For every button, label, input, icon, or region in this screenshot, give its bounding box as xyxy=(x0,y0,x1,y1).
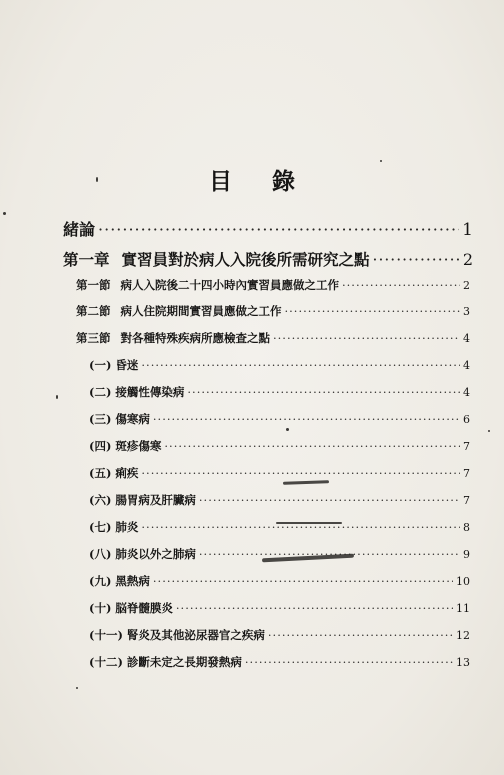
toc-entry-label: 腎炎及其他泌尿器官之疾病 xyxy=(126,628,265,642)
scan-speck xyxy=(286,428,289,431)
toc-dot-leader xyxy=(153,574,453,588)
toc-page-number: 3 xyxy=(463,305,470,318)
toc-entry-label: 實習員對於病人入院後所需研究之點 xyxy=(121,250,370,269)
toc-dot-leader xyxy=(373,251,460,269)
toc-page-number: 7 xyxy=(463,467,470,480)
toc-entry-section-2[interactable] xyxy=(76,303,470,319)
toc-page-number: 10 xyxy=(456,575,470,588)
toc-item-number: (五) xyxy=(89,466,112,480)
toc-entry-item-2[interactable] xyxy=(89,384,470,400)
toc-item-number: (九) xyxy=(89,574,112,588)
toc-page-number: 12 xyxy=(456,629,470,642)
scan-speck xyxy=(3,212,6,215)
toc-item-number: (二) xyxy=(89,385,112,399)
toc-item-number: (十一) xyxy=(89,628,123,642)
toc-entry-item-6[interactable] xyxy=(89,492,470,508)
toc-entry-label: 腸胃病及肝臟病 xyxy=(115,493,196,507)
toc-item-number: (七) xyxy=(89,520,112,534)
toc-item-number: (十二) xyxy=(89,655,123,669)
scan-speck xyxy=(488,430,490,432)
toc-dot-leader xyxy=(199,493,460,507)
toc-entry-section-1[interactable] xyxy=(76,277,470,293)
toc-chapter-number: 第一章 xyxy=(63,250,110,269)
toc-item-number: (八) xyxy=(89,547,112,561)
toc-page-number: 9 xyxy=(463,548,470,561)
toc-entry-item-3[interactable] xyxy=(89,411,470,427)
toc-dot-leader xyxy=(153,412,460,426)
toc-page-number: 7 xyxy=(463,494,470,507)
toc-page-number: 6 xyxy=(463,413,470,426)
toc-dot-leader xyxy=(342,278,460,292)
toc-entry-label: 病人入院後二十四小時內實習員應做之工作 xyxy=(120,278,339,292)
toc-page-number: 11 xyxy=(456,602,470,615)
toc-page-number: 7 xyxy=(463,440,470,453)
toc-entry-label: 斑疹傷寒 xyxy=(115,439,162,453)
toc-item-number: (三) xyxy=(89,412,112,426)
toc-entry-introduction[interactable] xyxy=(63,217,473,240)
ink-smear xyxy=(283,480,329,485)
toc-dot-leader xyxy=(273,331,460,345)
toc-section-number: 第一節 xyxy=(76,278,111,292)
toc-page-number: 8 xyxy=(463,521,470,534)
ink-smear xyxy=(276,522,342,524)
toc-entry-item-4[interactable] xyxy=(89,438,470,454)
toc-dot-leader xyxy=(98,220,459,239)
toc-entry-item-10[interactable] xyxy=(89,600,470,616)
toc-entry-label: 肺炎以外之肺病 xyxy=(115,547,196,561)
toc-entry-section-3[interactable] xyxy=(76,330,470,346)
toc-section-number: 第三節 xyxy=(76,331,111,345)
toc-entry-label: 脳脊髓膜炎 xyxy=(115,601,173,615)
toc-dot-leader xyxy=(176,601,453,615)
toc-entry-label: 對各種特殊疾病所應檢查之點 xyxy=(120,331,270,345)
toc-page-number: 13 xyxy=(456,656,470,669)
toc-entry-item-9[interactable] xyxy=(89,573,470,589)
scan-speck xyxy=(96,177,98,182)
page-title: 目 錄 xyxy=(208,168,311,195)
toc-dot-leader xyxy=(164,439,460,453)
toc-dot-leader xyxy=(285,304,461,318)
scan-speck xyxy=(380,160,382,162)
toc-page-number: 4 xyxy=(463,386,470,399)
toc-entry-label: 黑熱病 xyxy=(115,574,150,588)
toc-page-number: 2 xyxy=(462,250,473,269)
toc-page-number: 1 xyxy=(462,220,473,240)
toc-entry-label: 肺炎 xyxy=(115,520,139,534)
toc-page-number: 2 xyxy=(463,279,470,292)
toc-entry-label: 接觸性傳染病 xyxy=(115,385,185,399)
toc-entry-item-11[interactable] xyxy=(89,627,470,643)
toc-item-number: (十) xyxy=(89,601,112,615)
toc-page-number: 4 xyxy=(463,359,470,372)
toc-entry-label: 傷寒病 xyxy=(115,412,150,426)
toc-entry-item-12[interactable] xyxy=(89,654,470,670)
toc-section-number: 第二節 xyxy=(76,304,111,318)
toc-dot-leader xyxy=(268,628,453,642)
scan-speck xyxy=(76,687,78,689)
toc-item-number: (六) xyxy=(89,493,112,507)
toc-entry-chapter-1[interactable] xyxy=(63,248,473,270)
toc-dot-leader xyxy=(141,466,460,480)
toc-dot-leader xyxy=(187,385,460,399)
toc-entry-label: 診斷未定之長期發熱病 xyxy=(126,655,242,669)
toc-page-number: 4 xyxy=(463,332,470,345)
toc-item-number: (四) xyxy=(89,439,112,453)
toc-entry-label: 病人住院期間實習員應做之工作 xyxy=(120,304,282,318)
toc-entry-label: 昏迷 xyxy=(115,358,139,372)
scan-speck xyxy=(56,395,58,399)
toc-entry-label: 緒論 xyxy=(63,220,96,239)
toc-dot-leader xyxy=(245,655,453,669)
toc-entry-item-1[interactable] xyxy=(89,357,470,373)
toc-item-number: (一) xyxy=(89,358,112,372)
toc-dot-leader xyxy=(141,358,460,372)
toc-entry-item-5[interactable] xyxy=(89,465,470,481)
toc-entry-label: 痢疾 xyxy=(115,466,139,480)
